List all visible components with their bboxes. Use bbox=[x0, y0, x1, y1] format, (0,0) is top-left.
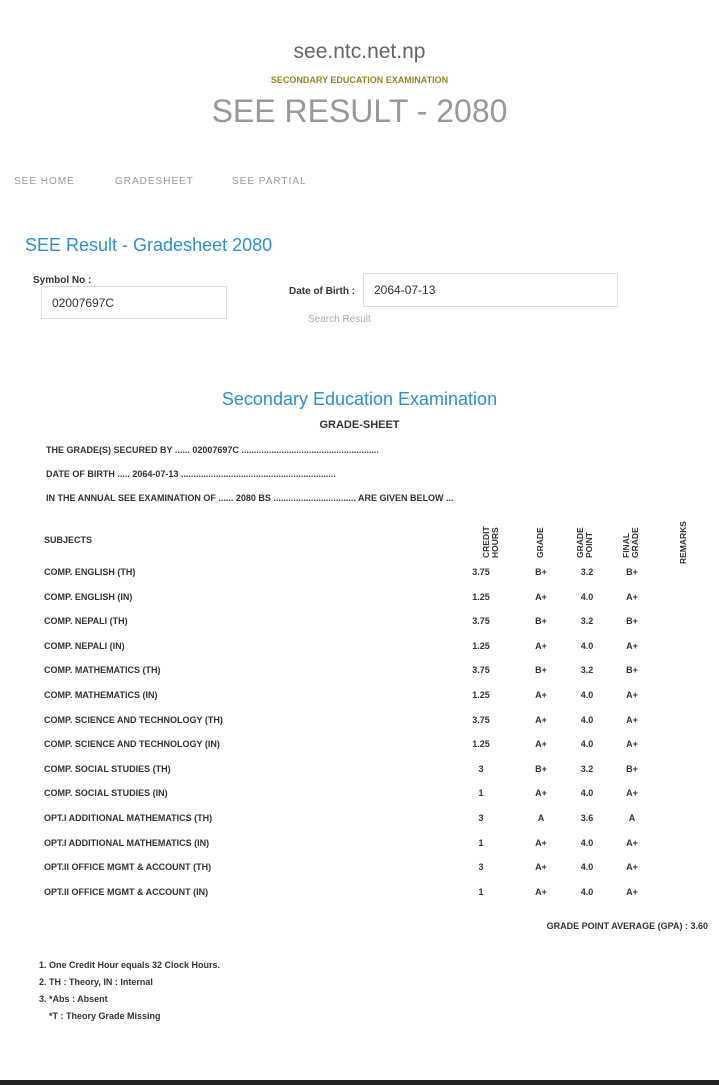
credit-cell: 3 bbox=[478, 813, 484, 823]
subject-cell: COMP. SOCIAL STUDIES (IN) bbox=[44, 788, 168, 799]
grade-point-cell: 4.0 bbox=[580, 862, 594, 873]
grade-cell: A+ bbox=[535, 788, 547, 799]
table-row bbox=[0, 739, 719, 759]
grade-cell: A+ bbox=[535, 886, 547, 897]
grade-point-cell: 3.2 bbox=[580, 616, 594, 627]
bottom-bar bbox=[0, 1080, 719, 1085]
final-grade-cell: A+ bbox=[626, 714, 638, 725]
note-4: *T : Theory Grade Missing bbox=[49, 1011, 161, 1021]
note-1: 1. One Credit Hour equals 32 Clock Hours. bbox=[39, 960, 221, 970]
final-grade-cell: A+ bbox=[626, 690, 638, 700]
final-grade-cell: A+ bbox=[626, 886, 638, 897]
nav-see-partial[interactable]: SEE PARTIAL bbox=[232, 176, 307, 187]
grade-point-cell: 4.0 bbox=[580, 739, 594, 750]
final-grade-cell: A bbox=[628, 813, 636, 823]
credit-cell: 1 bbox=[478, 837, 484, 848]
subject-cell: OPT.II OFFICE MGMT & ACCOUNT (IN) bbox=[44, 886, 209, 897]
grade-cell: A+ bbox=[535, 739, 547, 750]
subject-cell: COMP. SCIENCE AND TECHNOLOGY (TH) bbox=[44, 714, 223, 725]
table-row bbox=[0, 764, 719, 784]
dob-input[interactable]: 2064-07-13 bbox=[363, 273, 618, 307]
gradesheet-subtitle: GRADE-SHEET bbox=[319, 419, 400, 431]
subject-cell: COMP. SCIENCE AND TECHNOLOGY (IN) bbox=[44, 739, 220, 750]
table-row bbox=[0, 715, 719, 735]
grade-point-cell: 4.0 bbox=[580, 591, 594, 602]
subject-cell: OPT.I ADDITIONAL MATHEMATICS (TH) bbox=[44, 813, 213, 823]
table-row bbox=[0, 887, 719, 907]
site-subtitle: SECONDARY EDUCATION EXAMINATION bbox=[270, 75, 449, 85]
grade-cell: B+ bbox=[535, 616, 547, 627]
col-subjects: SUBJECTS bbox=[44, 535, 93, 545]
grade-cell: A+ bbox=[535, 862, 547, 873]
grade-cell: A+ bbox=[535, 690, 547, 700]
final-grade-cell: A+ bbox=[626, 862, 638, 873]
grade-cell: A+ bbox=[535, 837, 547, 848]
credit-cell: 3.75 bbox=[472, 567, 490, 577]
final-grade-cell: B+ bbox=[626, 665, 638, 676]
gpa: GRADE POINT AVERAGE (GPA) : 3.60 bbox=[546, 921, 708, 931]
final-grade-cell: A+ bbox=[626, 788, 638, 799]
info-dob: DATE OF BIRTH ..... 2064-07-13 .............................................................. bbox=[46, 469, 336, 479]
page-title: SEE RESULT - 2080 bbox=[211, 93, 508, 129]
credit-cell: 3.75 bbox=[472, 714, 490, 725]
grade-point-cell: 4.0 bbox=[580, 788, 594, 799]
subject-cell: COMP. ENGLISH (TH) bbox=[44, 567, 136, 577]
credit-cell: 1.25 bbox=[472, 690, 490, 700]
col-grade: GRADE bbox=[535, 527, 545, 558]
table-row bbox=[0, 665, 719, 685]
grade-point-cell: 4.0 bbox=[580, 640, 594, 651]
grade-cell: A+ bbox=[535, 591, 547, 602]
credit-cell: 3 bbox=[478, 862, 484, 873]
subject-cell: COMP. SOCIAL STUDIES (TH) bbox=[44, 763, 171, 774]
subject-cell: COMP. MATHEMATICS (TH) bbox=[44, 665, 161, 676]
table-row bbox=[0, 690, 719, 710]
grade-cell: B+ bbox=[535, 567, 547, 577]
credit-cell: 1.25 bbox=[472, 591, 490, 602]
subject-cell: OPT.I ADDITIONAL MATHEMATICS (IN) bbox=[44, 837, 210, 848]
final-grade-cell: B+ bbox=[626, 616, 638, 627]
table-row bbox=[0, 813, 719, 833]
col-credit-hours: CREDIT HOURS bbox=[481, 526, 500, 558]
subject-cell: COMP. ENGLISH (IN) bbox=[44, 591, 133, 602]
gradesheet-title: Secondary Education Examination bbox=[221, 389, 498, 409]
grade-cell: A bbox=[537, 813, 545, 823]
nav-see-home[interactable]: SEE HOME bbox=[14, 176, 75, 187]
grade-point-cell: 3.6 bbox=[580, 813, 594, 823]
final-grade-cell: A+ bbox=[626, 739, 638, 750]
credit-cell: 1 bbox=[478, 886, 484, 897]
table-row bbox=[0, 641, 719, 661]
grade-point-cell: 3.2 bbox=[580, 665, 594, 676]
credit-cell: 1.25 bbox=[472, 739, 490, 750]
note-3: 3. *Abs : Absent bbox=[39, 994, 108, 1004]
subject-cell: COMP. NEPALI (IN) bbox=[44, 640, 125, 651]
subject-cell: COMP. NEPALI (TH) bbox=[44, 616, 128, 627]
grade-point-cell: 3.2 bbox=[580, 763, 594, 774]
grade-cell: A+ bbox=[535, 640, 547, 651]
final-grade-cell: B+ bbox=[626, 763, 638, 774]
subject-cell: COMP. MATHEMATICS (IN) bbox=[44, 690, 158, 700]
table-row bbox=[0, 838, 719, 858]
subject-cell: OPT.II OFFICE MGMT & ACCOUNT (TH) bbox=[44, 862, 212, 873]
table-row bbox=[0, 788, 719, 808]
note-2: 2. TH : Theory, IN : Internal bbox=[39, 977, 153, 987]
final-grade-cell: A+ bbox=[626, 837, 638, 848]
table-row bbox=[0, 862, 719, 882]
nav-gradesheet[interactable]: GRADESHEET bbox=[115, 176, 194, 187]
site-name: see.ntc.net.np bbox=[293, 40, 426, 63]
credit-cell: 1 bbox=[478, 788, 484, 799]
table-row bbox=[0, 592, 719, 612]
credit-cell: 3.75 bbox=[472, 665, 490, 676]
col-grade-point: GRADE POINT bbox=[575, 527, 594, 558]
credit-cell: 1.25 bbox=[472, 640, 490, 651]
grade-point-cell: 4.0 bbox=[580, 690, 594, 700]
dob-label: Date of Birth : bbox=[289, 286, 356, 297]
grade-point-cell: 4.0 bbox=[580, 714, 594, 725]
search-result-button[interactable]: Search Result bbox=[308, 314, 371, 325]
final-grade-cell: A+ bbox=[626, 591, 638, 602]
credit-cell: 3.75 bbox=[472, 616, 490, 627]
symbol-input[interactable]: 02007697C bbox=[41, 286, 227, 319]
table-row bbox=[0, 567, 719, 587]
info-exam: IN THE ANNUAL SEE EXAMINATION OF ...... 2080 BS ................................. ARE GIVEN BELOW ... bbox=[46, 493, 454, 503]
grade-point-cell: 4.0 bbox=[580, 837, 594, 848]
col-remarks: REMARKS bbox=[678, 521, 688, 564]
info-symbol: THE GRADE(S) SECURED BY ...... 02007697C ....................................................... bbox=[46, 445, 379, 455]
col-final-grade: FINAL GRADE bbox=[621, 527, 640, 558]
grade-cell: A+ bbox=[535, 714, 547, 725]
grade-point-cell: 4.0 bbox=[580, 886, 594, 897]
symbol-label: Symbol No : bbox=[33, 275, 92, 286]
credit-cell: 3 bbox=[478, 763, 484, 774]
grade-cell: B+ bbox=[535, 763, 547, 774]
grade-point-cell: 3.2 bbox=[580, 567, 594, 577]
final-grade-cell: B+ bbox=[626, 567, 638, 577]
table-row bbox=[0, 616, 719, 636]
form-heading: SEE Result - Gradesheet 2080 bbox=[25, 235, 273, 255]
grade-cell: B+ bbox=[535, 665, 547, 676]
final-grade-cell: A+ bbox=[626, 640, 638, 651]
